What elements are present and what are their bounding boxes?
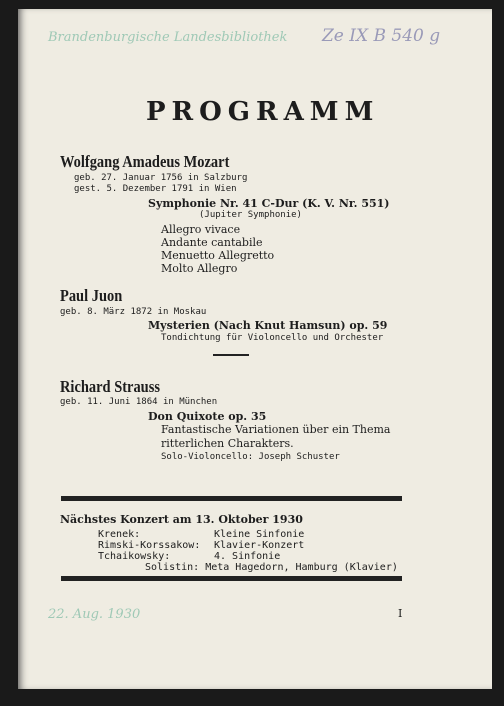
next-composer: Tchaikowsky: [98,551,171,562]
strauss-born: geb. 11. Juni 1864 in München [60,397,218,407]
movement: Andante cantabile [161,236,263,249]
juon-work-subtitle: Tondichtung für Violoncello und Orchester [161,333,384,343]
strauss-description: Fantastische Variationen über ein Thema [161,423,391,436]
next-concert-heading: Nächstes Konzert am 13. Oktober 1930 [60,513,303,526]
next-work: 4. Sinfonie [214,551,281,562]
section-divider [213,354,249,356]
composer-strauss: Richard Strauss [60,377,160,396]
next-composer: Krenek: [98,529,141,540]
shelfmark: Ze IX B 540 g [322,26,441,46]
page-number: I [398,607,403,620]
handwritten-library-note: Brandenburgische Landesbibliothek [48,30,288,45]
strauss-soloist: Solo-Violoncello: Joseph Schuster [161,452,340,462]
juon-work: Mysterien (Nach Knut Hamsun) op. 59 [148,319,388,332]
next-work: Klavier-Konzert [214,540,305,551]
composer-juon: Paul Juon [60,286,123,305]
next-soloist: Solistin: Meta Hagedorn, Hamburg (Klavier) [145,562,398,573]
movement: Allegro vivace [161,223,241,236]
strauss-work: Don Quixote op. 35 [148,410,267,423]
mozart-work-subtitle: (Jupiter Symphonie) [199,210,302,220]
next-work: Kleine Sinfonie [214,529,305,540]
bottom-double-rule [61,576,402,581]
program-page [18,9,492,689]
mozart-died: gest. 5. Dezember 1791 in Wien [74,184,237,194]
next-composer: Rimski-Korssakow: [98,540,201,551]
mozart-born: geb. 27. Januar 1756 in Salzburg [74,173,248,183]
movement: Menuetto Allegretto [161,249,275,262]
mozart-work: Symphonie Nr. 41 C-Dur (K. V. Nr. 551) [148,197,390,210]
strauss-description: ritterlichen Charakters. [161,437,294,450]
juon-born: geb. 8. März 1872 in Moskau [60,307,207,317]
top-double-rule [61,496,402,501]
handwritten-date-note: 22. Aug. 1930 [48,607,141,622]
composer-mozart: Wolfgang Amadeus Mozart [60,152,230,171]
page-title: PROGRAMM [146,97,380,127]
movement: Molto Allegro [161,262,238,275]
